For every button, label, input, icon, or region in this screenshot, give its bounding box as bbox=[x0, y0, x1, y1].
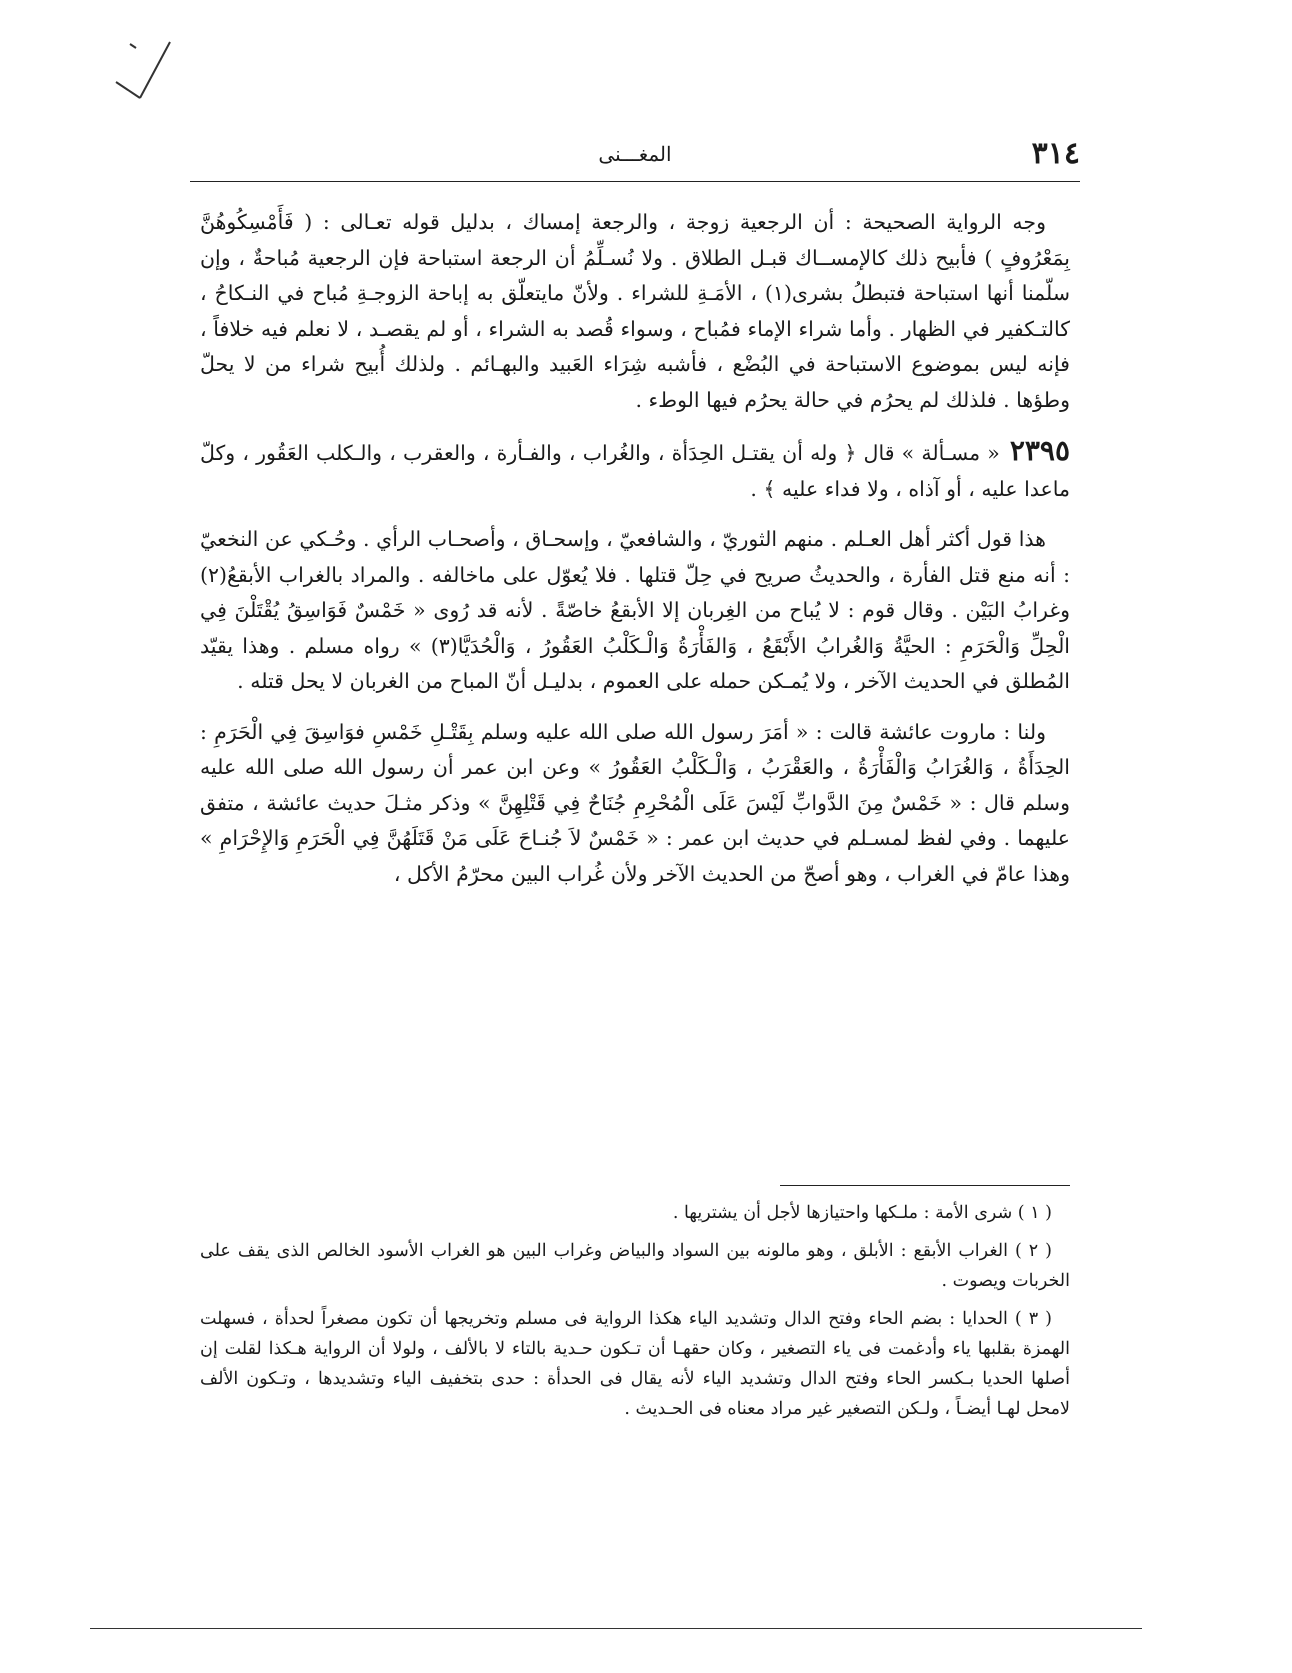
bottom-divider bbox=[90, 1628, 1142, 1629]
footnote: ( ٣ ) الحدايا : بضم الحاء وفتح الدال وتشديد الياء هكذا الرواية فى مسلم وتخريجها أن تكون مصغراً لحدأة ، فسهلت الهمزة بقلبها ياء وأدغمت فى ياء التصغير ، وكان حقهـا أن تـكون حـدية بالتاء لا بالألف ، ولولا أن الرواية هـكذا لقلت إن أصلها الحديا بـكسر الحاء وفتح الدال وتشديد الياء لأنه يقال فى الحدأة : حدى بتخفيف الياء وتشديدها ، وتـكون الألف لامحل لهـا أيضـاً ، ولـكن التصغير غير مراد معناه فى الحـديث . bbox=[200, 1309, 1070, 1419]
entry-paragraph bbox=[200, 433, 1070, 507]
paragraph: هذا قول أكثر أهل العـلم . منهم الثوريّ ، والشافعيّ ، وإسحـاق ، وأصحـاب الرأي . وحُـكي عن النخعيّ : أنه منع قتل الفأرة ، والحديثُ صريح في حِلّ قتلها . فلا يُعوّل على ماخالفه . والمراد بالغراب الأبقعُ(٢) وغرابُ البَيْن . وقال قوم : لا يُباح من الغِربان إلا الأبقعُ خاصّةً . لأنه قد رُوى « خَمْسٌ فَوَاسِقُ يُقْتَلْنَ فِي الْحِلِّ وَالْحَرَمِ : الحيَّةُ وَالغُرابُ الأَبْقَعُ ، وَالفَأْرَةُ وَالْـكَلْبُ العَقُورُ ، وَالْحُدَيَّا(٣) » رواه مسلم . وهذا يقيّد المُطلق في الحديث الآخر ، ولا يُمـكن حمله على العموم ، بدليـل أنّ المباح من الغربان لا يحل قتله . bbox=[200, 527, 1071, 693]
footnote-divider bbox=[780, 1185, 1070, 1186]
paragraph: ولنا : ماروت عائشة قالت : « أمَرَ رسول الله صلى الله عليه وسلم بِقَتْـلِ خَمْسِ فوَاسِقَ فِي الْحَرَمِ : الحِدَأَةُ ، وَالغُرَابُ وَالْفَأْرَةُ ، والعَقْرَبُ ، وَالْـكَلْبُ العَقُورُ » وعن ابن عمر أن رسول الله صلى الله عليه وسلم قال : « خَمْسٌ مِنَ الدَّوابِّ لَيْسَ عَلَى الْمُحْرِمِ جُنَاحٌ فِي قَتْلِهِنَّ » وذكر مثـلَ حديث عائشة ، متفق عليهما . وفي لفظ لمسـلم في حديث ابن عمر : « خَمْسٌ لاَ جُنـاحَ عَلَى مَنْ قَتَلَهُنَّ فِي الْحَرَمِ وَالإِحْرَامِ » وهذا عامّ في الغراب ، وهو أصحّ من الحديث الآخر ولأن غُراب البين محرّمُ الأكل ، bbox=[200, 719, 1070, 886]
main-text bbox=[200, 205, 1070, 907]
footnote: ( ١ ) شرى الأمة : ملـكها واحتيازها لأجل أن يشتريها . bbox=[672, 1203, 1052, 1223]
entry-number: ٢٣٩٥ bbox=[1009, 434, 1070, 467]
header-divider bbox=[190, 181, 1080, 182]
page-number: ٣١٤ bbox=[1031, 136, 1080, 171]
footnotes bbox=[200, 1198, 1070, 1432]
paragraph: وجه الرواية الصحيحة : أن الرجعية زوجة ، والرجعة إمساك ، بدليل قوله تعـالى : ( فَأَمْسِكُوهُنَّ بِمَعْرُوفٍ ) فأبيح ذلك كالإمســاك قبـل الطلاق . ولا نُسـلِّمُ أن الرجعة استباحة فإن الرجعية مُباحةٌ ، وإن سلّمنا أنها استباحة فتبطلُ بشرى(١) ، الأمَـةِ للشراء . ولأنّ مايتعلّق به إباحة الزوجـةِ مُباح في النـكاحُ ، كالتـكفير في الظهار . وأما شراء الإماء فمُباح ، وسواء قُصد به الشراء ، أو لم يقصـد ، لا نعلم فيه خلافاً ، فإنه ليس بموضوع الاستباحة في البُضْع ، فأشبه شِرَاء العَبيد والبهـائم . ولذلك أُبيح شراء من لا يحلّ وطؤها . فلذلك لم يحرُم في حالة يحرُم فيها الوطء . bbox=[200, 210, 1070, 412]
entry-text: « مسـألة » قال ﴿ وله أن يقتـل الحِدَأة ، والغُراب ، والفـأرة ، والعقرب ، والـكلب العَقُور ، وكلّ ماعدا عليه ، أو آذاه ، ولا فداء عليه ﴾ . bbox=[200, 441, 1070, 501]
pen-mark-icon bbox=[110, 40, 180, 100]
footnote: ( ٢ ) الغراب الأبقع : الأبلق ، وهو مالونه بين السواد والبياض وغراب البين هو الغراب الأسود الخالص الذى يقف على الخربات ويصوت . bbox=[200, 1241, 1070, 1291]
page-header bbox=[190, 136, 1080, 176]
running-title: المغـــنى bbox=[598, 142, 672, 166]
